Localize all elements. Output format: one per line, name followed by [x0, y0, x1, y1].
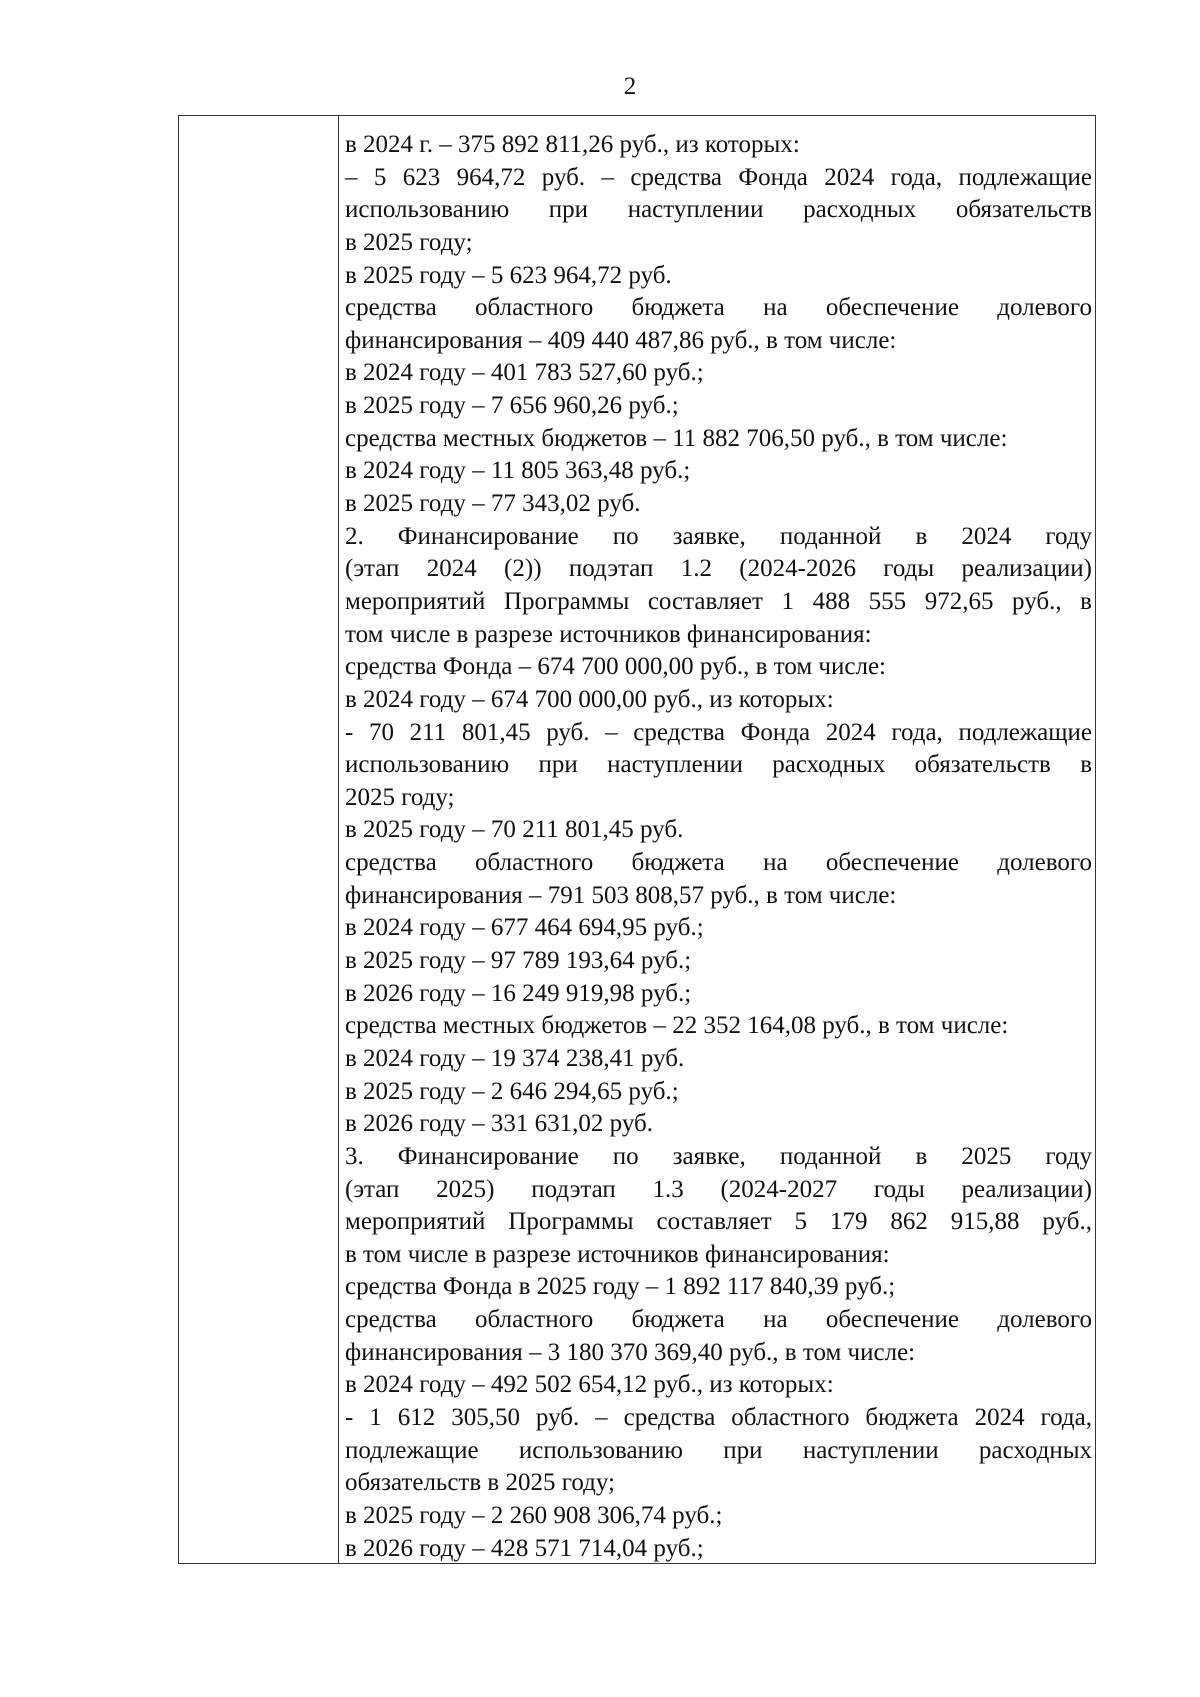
text-line: финансирования – 409 440 487,86 руб., в том числе:: [345, 326, 897, 354]
table-left-column: [179, 116, 339, 1563]
text-line: использованию при наступлении расходных обязательств в: [345, 751, 1092, 779]
text-line: использованию при наступлении расходных обязательств: [345, 196, 1092, 224]
text-line: в 2024 г. – 375 892 811,26 руб., из которых:: [345, 131, 800, 158]
text-line: – 5 623 964,72 руб. – средства Фонда 2024 года, подлежащие: [345, 163, 1092, 191]
text-line: 3. Финансирование по заявке, поданной в 2025 году: [345, 1142, 1092, 1170]
text-line: в 2026 году – 16 249 919,98 руб.;: [345, 979, 692, 1007]
content-table: [178, 115, 1096, 1564]
text-line: в 2025 году – 77 343,02 руб.: [345, 490, 641, 518]
text-line: средства местных бюджетов – 11 882 706,50 руб., в том числе:: [345, 424, 1008, 452]
text-line: в 2025 году – 70 211 801,45 руб.: [345, 816, 684, 844]
table-right-column: [345, 129, 1092, 1565]
text-line: в 2025 году – 5 623 964,72 руб.: [345, 261, 672, 289]
page-number: 2: [623, 73, 637, 100]
text-line: средства областного бюджета на обеспечение долевого: [345, 1306, 1092, 1334]
text-line: - 1 612 305,50 руб. – средства областного бюджета 2024 года,: [345, 1403, 1092, 1431]
text-line: 2025 году;: [345, 783, 455, 811]
text-line: в 2024 году – 674 700 000,00 руб., из которых:: [345, 685, 834, 713]
text-line: в 2024 году – 11 805 363,48 руб.;: [345, 457, 691, 485]
text-line: 2. Финансирование по заявке, поданной в 2024 году: [345, 522, 1092, 550]
text-line: финансирования – 791 503 808,57 руб., в том числе:: [345, 881, 897, 909]
text-line: в 2024 году – 677 464 694,95 руб.;: [345, 914, 704, 942]
text-line: средства областного бюджета на обеспечение долевого: [345, 294, 1092, 322]
text-line: обязательств в 2025 году;: [345, 1469, 615, 1497]
text-line: - 70 211 801,45 руб. – средства Фонда 2024 года, подлежащие: [345, 718, 1092, 746]
text-line: в 2025 году – 2 260 908 306,74 руб.;: [345, 1501, 723, 1529]
text-line: в 2024 году – 401 783 527,60 руб.;: [345, 359, 704, 387]
text-line: в 2024 году – 19 374 238,41 руб.: [345, 1044, 685, 1072]
text-line: в 2024 году – 492 502 654,12 руб., из которых:: [345, 1371, 834, 1399]
text-line: в 2025 году – 2 646 294,65 руб.;: [345, 1077, 679, 1105]
text-line: финансирования – 3 180 370 369,40 руб., в том числе:: [345, 1338, 916, 1366]
text-line: (этап 2025) подэтап 1.3 (2024-2027 годы реализации): [345, 1175, 1092, 1203]
text-line: мероприятий Программы составляет 1 488 555 972,65 руб., в: [345, 587, 1092, 615]
text-line: мероприятий Программы составляет 5 179 862 915,88 руб.,: [345, 1208, 1092, 1236]
text-line: средства Фонда в 2025 году – 1 892 117 840,39 руб.;: [345, 1273, 896, 1301]
text-line: средства Фонда – 674 700 000,00 руб., в том числе:: [345, 653, 886, 681]
text-line: подлежащие использованию при наступлении расходных: [345, 1436, 1092, 1464]
text-line: в том числе в разрезе источников финансирования:: [345, 1240, 890, 1268]
text-line: в 2026 году – 428 571 714,04 руб.;: [345, 1534, 704, 1562]
text-line: в 2025 году;: [345, 228, 473, 256]
text-line: средства местных бюджетов – 22 352 164,08 руб., в том числе:: [345, 1012, 1009, 1040]
text-line: том числе в разрезе источников финансирования:: [345, 620, 872, 648]
text-line: в 2026 году – 331 631,02 руб.: [345, 1110, 653, 1138]
text-line: средства областного бюджета на обеспечение долевого: [345, 849, 1092, 877]
text-line: (этап 2024 (2)) подэтап 1.2 (2024-2026 годы реализации): [345, 555, 1092, 583]
text-line: в 2025 году – 7 656 960,26 руб.;: [345, 392, 679, 420]
text-line: в 2025 году – 97 789 193,64 руб.;: [345, 947, 692, 975]
